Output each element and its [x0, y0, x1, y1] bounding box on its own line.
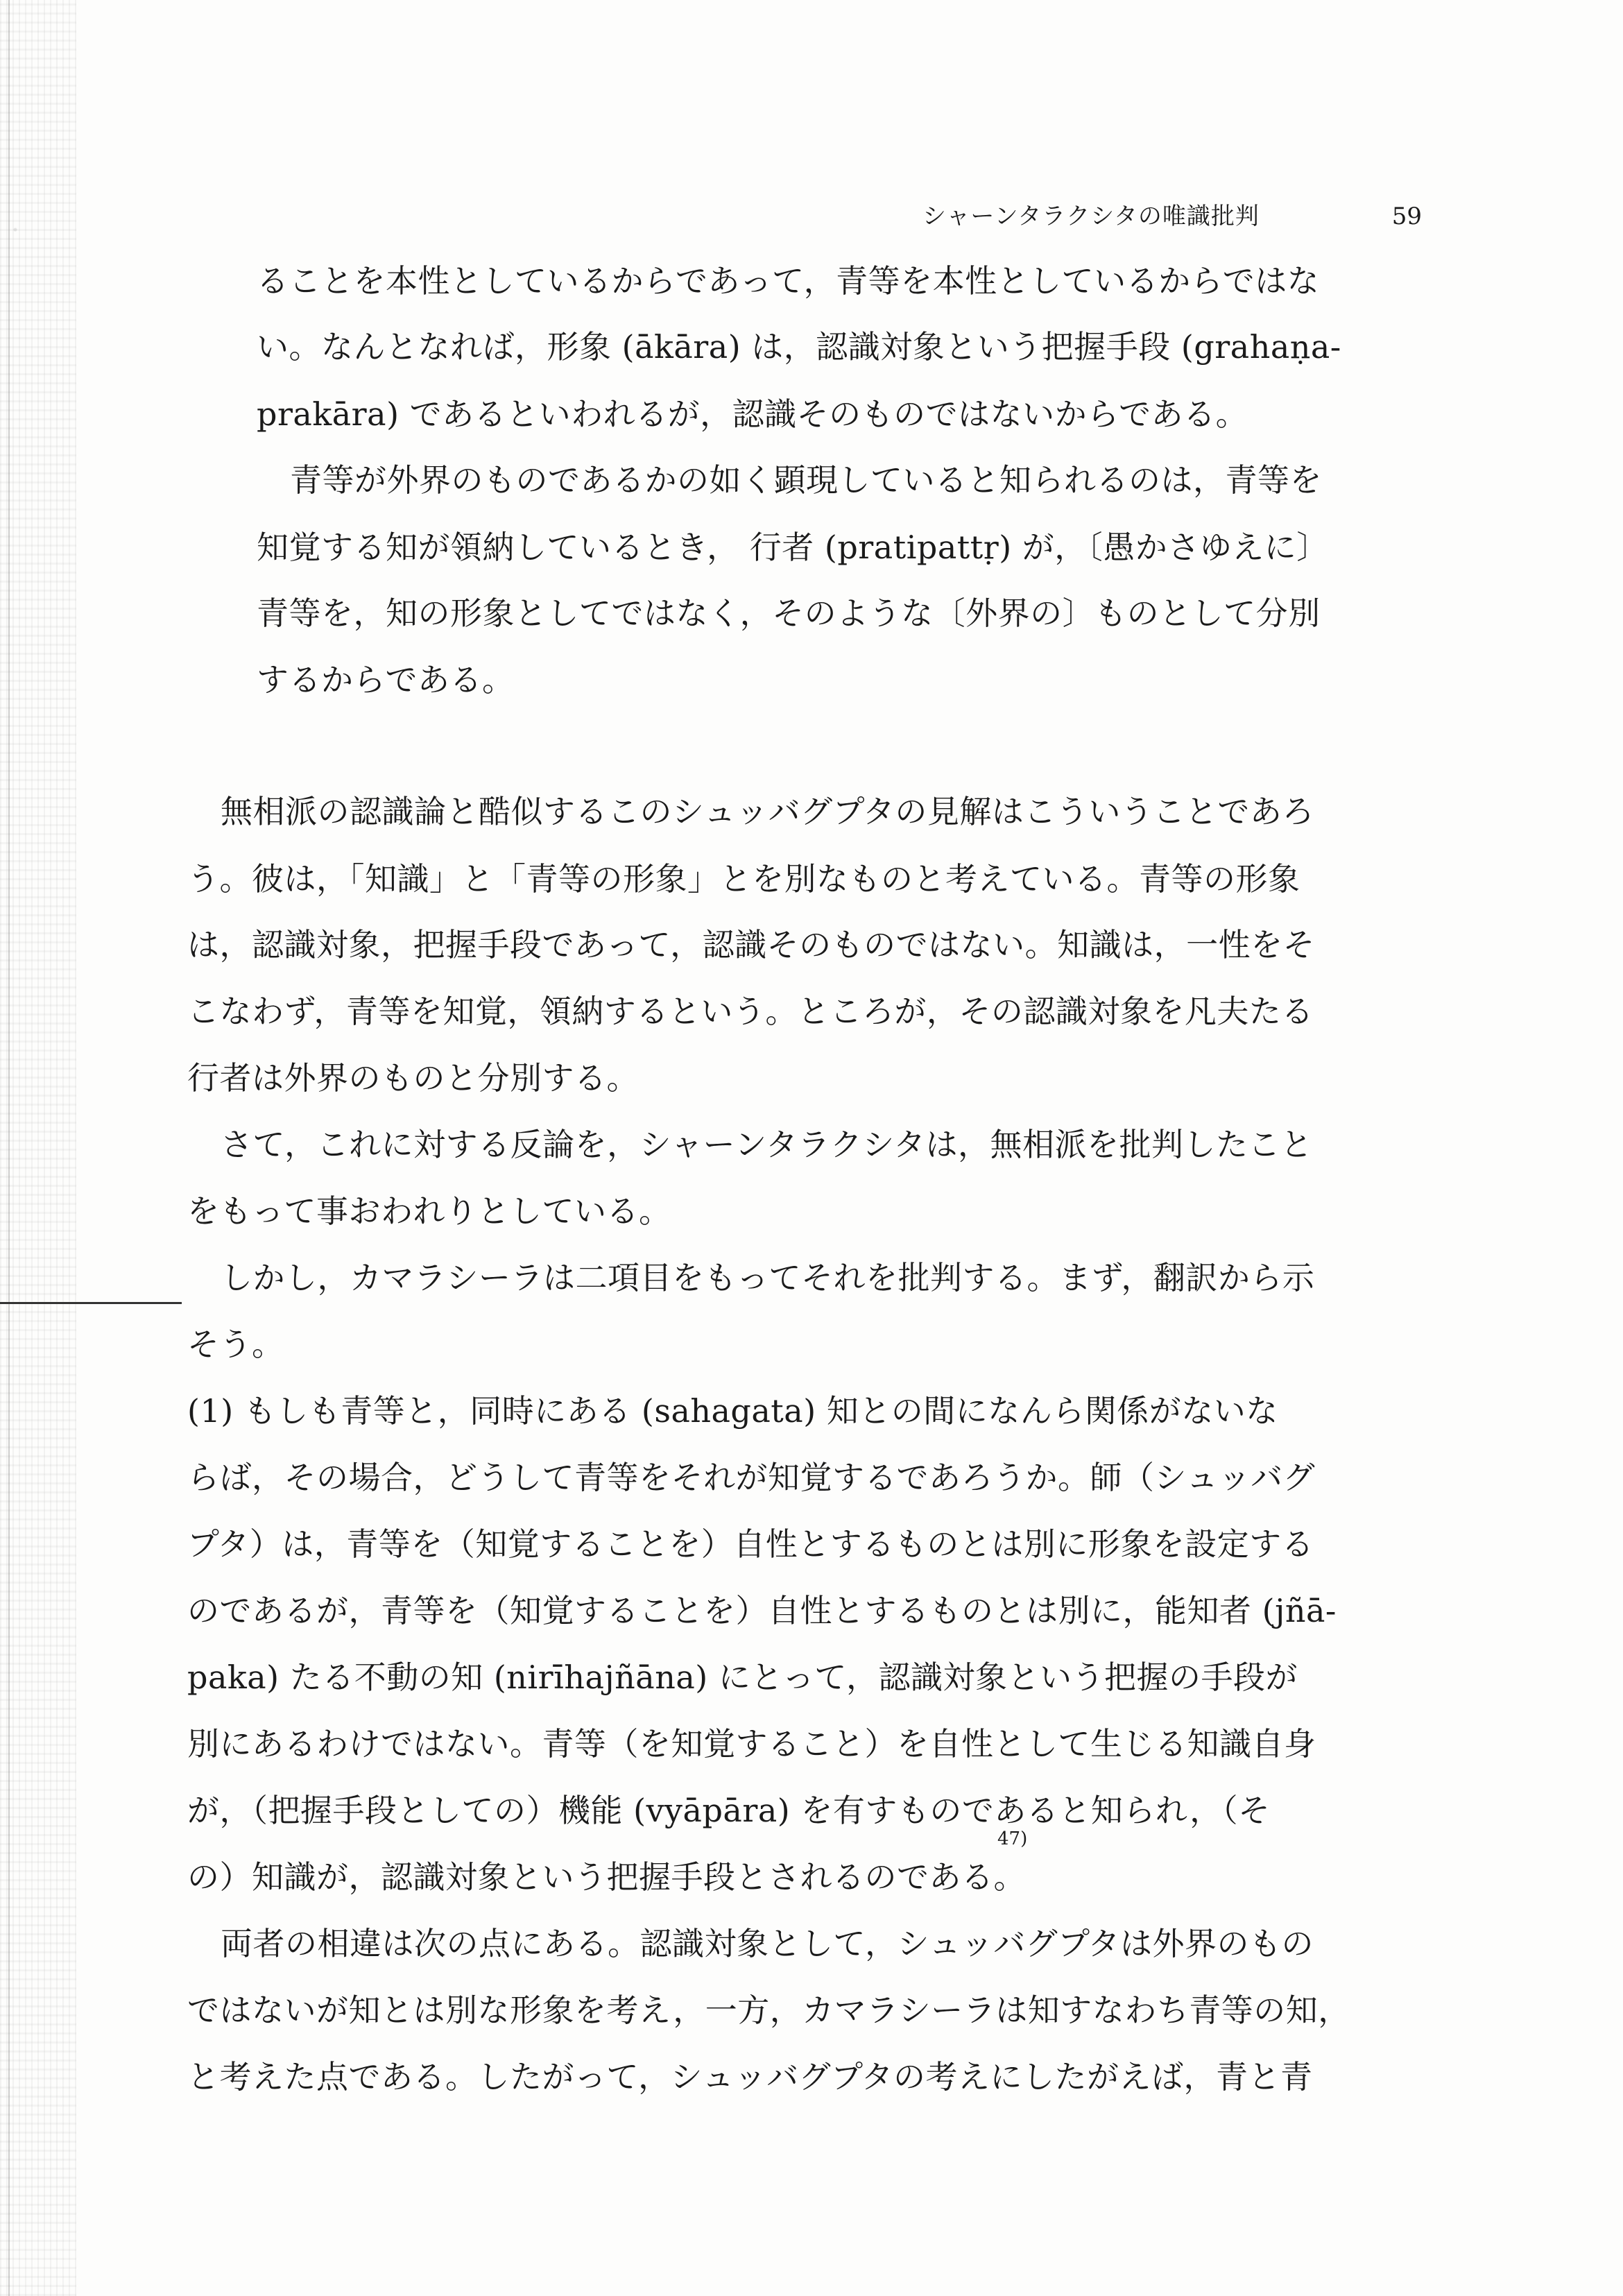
quote-line: するからである。: [257, 661, 515, 699]
body-line: (1) もしも青等と，同時にある (sahagata) 知との間になんら関係がないな: [187, 1392, 1278, 1430]
body-line: 別にあるわけではない。青等（を知覚すること）を自性として生じる知識自身: [187, 1725, 1316, 1763]
body-line: 両者の相違は次の点にある。認識対象として，シュッバグプタは外界のもの: [221, 1925, 1314, 1962]
quote-line: 青等を，知の形象としてではなく，そのような〔外界の〕ものとして分別: [257, 594, 1321, 632]
body-line: プタ）は，青等を（知覚することを）自性とするものとは別に形象を設定する: [187, 1525, 1314, 1563]
scan-edge-line: [8, 0, 10, 2296]
body-line: 無相派の認識論と酷似するこのシュッバグプタの見解はこういうことであろ: [221, 793, 1314, 830]
body-line: のであるが，青等を（知覚することを）自性とするものとは別に，能知者 (jñā-: [187, 1592, 1337, 1629]
body-line: paka) たる不動の知 (nirīhajñāna) にとって，認識対象という把握の手段が: [187, 1659, 1298, 1696]
body-line: こなわず，青等を知覚，領納するという。ところが，その認識対象を凡夫たる: [187, 993, 1314, 1030]
body-line: 行者は外界のものと分別する。: [187, 1059, 639, 1097]
body-line: をもって事おわれりとしている。: [187, 1192, 671, 1230]
body-line: ではないが知とは別な形象を考え，一方，カマラシーラは知すなわち青等の知，: [187, 1991, 1350, 2029]
body-line: らば，その場合，どうして青等をそれが知覚するであろうか。師（シュッバグ: [187, 1459, 1316, 1496]
body-line: の）知識が，認識対象という把握手段とされるのである。: [187, 1858, 1026, 1896]
body-line: そう。: [187, 1326, 284, 1363]
footnote-marker: 47): [997, 1828, 1028, 1849]
margin-rule: [0, 1302, 182, 1304]
running-head-title: シャーンタラクシタの唯識批判: [922, 203, 1260, 230]
body-line: う。彼は，「知識」と「青等の形象」とを別なものと考えている。青等の形象: [187, 860, 1300, 898]
quote-line: ることを本性としているからであって，青等を本性としているからではな: [257, 262, 1320, 300]
body-line: しかし，カマラシーラは二項目をもってそれを批判する。まず，翻訳から示: [221, 1259, 1315, 1296]
page-number: 59: [1391, 203, 1422, 230]
quote-line: prakāra) であるといわれるが，認識そのものではないからである。: [257, 395, 1248, 433]
body-line: さて，これに対する反論を，シャーンタラクシタは，無相派を批判したこと: [221, 1126, 1313, 1163]
body-line: が，（把握手段としての）機能 (vyāpāra) を有すものであると知られ，（そ: [187, 1792, 1271, 1829]
body-line: は，認識対象，把握手段であって，認識そのものではない。知識は，一性をそ: [187, 926, 1316, 963]
quote-line: 青等が外界のものであるかの如く顕現していると知られるのは，青等を: [290, 461, 1322, 499]
quote-line: い。なんとなれば，形象 (ākāra) は，認識対象という把握手段 (grahaṇa-: [257, 328, 1341, 366]
body-line: と考えた点である。したがって，シュッバグプタの考えにしたがえば，青と青: [187, 2058, 1313, 2096]
running-head: [922, 196, 1422, 237]
quote-line: 知覚する知が領納しているとき， 行者 (pratipattṛ) が，〔愚かさゆえに〕: [257, 529, 1329, 566]
scan-edge-noise: [0, 0, 76, 2296]
